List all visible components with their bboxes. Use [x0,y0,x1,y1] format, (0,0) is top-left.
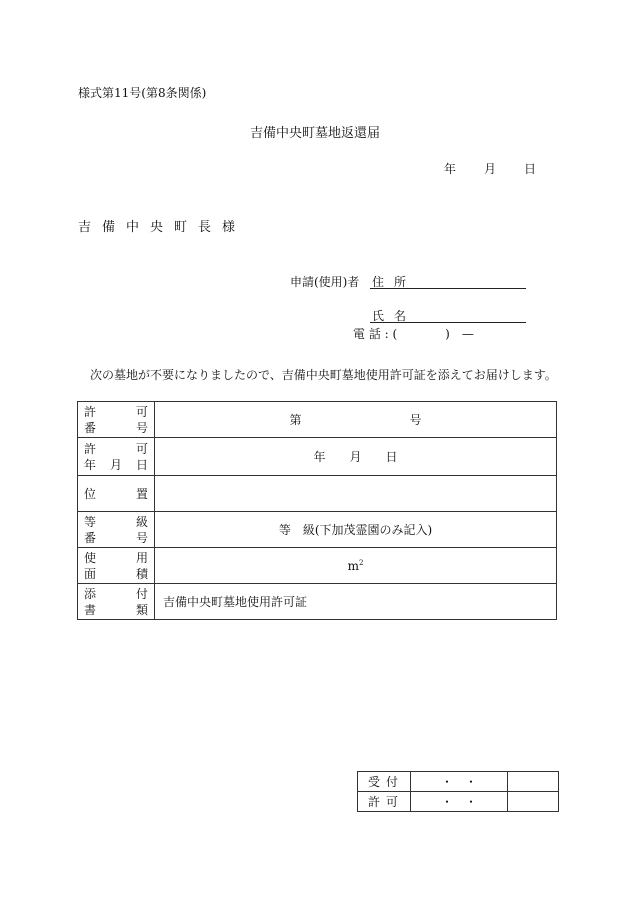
label-line [78,530,154,546]
label-char: 用 [135,550,148,565]
label-char: 付 [135,586,148,601]
stamp-label-char: 許 [368,795,381,809]
label-line [78,485,154,502]
stamp-seal[interactable] [508,772,559,792]
label-char: 級 [135,514,148,529]
label-char: 日 [135,457,148,472]
permit-date-label [78,438,155,476]
stamp-date[interactable] [411,792,508,812]
stamp-seal[interactable] [508,792,559,812]
grade-number-label [78,512,155,548]
label-char: 号 [135,530,148,545]
label-line [78,566,154,582]
label-char: 可 [135,404,148,419]
permit-date-text: 年 月 日 [313,450,398,464]
address-field-line[interactable] [370,288,526,289]
label-line [78,404,154,420]
stamp-date[interactable] [411,772,508,792]
label-char: 書 [84,602,97,617]
table-row-permit-number [78,402,557,438]
stamp-label-char: 付 [385,775,398,789]
label-line [78,514,154,530]
label-char: 等 [84,514,97,529]
label-line [78,602,154,618]
label-char: 年 [84,457,97,472]
attached-documents-value[interactable] [155,584,557,620]
document-title: 吉備中央町墓地返還届 [249,126,380,141]
usage-area-text: m [347,558,359,573]
permit-date-value[interactable] [155,438,557,476]
label-char: 号 [135,420,148,435]
date-line [444,160,536,177]
stamp-label-char: 受 [368,775,381,789]
label-char: 番 [84,420,97,435]
statement-text: 次の墓地が不要になりましたので、吉備中央町墓地使用許可証を添えてお届けします。 [90,368,557,382]
stamp-date-dots: ・ ・ [440,795,477,809]
stamp-label [358,792,411,812]
label-char: 許 [84,441,97,456]
form-number: 様式第11号(第8条関係) [78,86,207,100]
address-label-char1: 住 [372,275,385,289]
label-line [78,441,154,457]
name-field-line[interactable] [370,322,526,323]
phone-field[interactable]: 電 話 : ( ) — [353,327,474,341]
label-char: 類 [135,602,148,617]
date-month: 月 [484,162,497,176]
permit-number-value[interactable] [155,402,557,438]
table-row-location [78,476,557,512]
attached-documents-label [78,584,155,620]
label-char: 添 [84,586,97,601]
date-day: 日 [524,162,537,176]
label-line [78,420,154,436]
stamp-label-char: 可 [385,795,398,809]
name-label-char2: 名 [394,309,407,323]
addressee: 吉備中央町長様 [78,220,247,235]
label-line [78,550,154,566]
table-row-grade-number [78,512,557,548]
label-char: 許 [84,404,97,419]
label-char: 位 [84,487,97,501]
stamp-label-line [358,793,410,810]
table-row-usage-area [78,548,557,584]
label-char: 可 [135,441,148,456]
applicant-label: 申請(使用)者 [290,275,360,289]
stamp-label [358,772,411,792]
details-table [77,401,557,620]
label-char: 番 [84,530,97,545]
grade-number-text: 等 級(下加茂霊園のみ記入) [278,523,433,537]
stamp-label-line [358,773,410,790]
grade-number-value[interactable] [155,512,557,548]
location-value[interactable] [155,476,557,512]
permit-number-label [78,402,155,438]
label-char: 月 [109,457,122,472]
office-stamp-box [357,771,559,812]
superscript: 2 [358,558,364,567]
label-char: 面 [84,566,97,581]
label-char: 使 [84,550,97,565]
label-line [78,457,154,473]
attached-documents-text: 吉備中央町墓地使用許可証 [163,595,308,609]
location-label [78,476,155,512]
address-label-char2: 所 [394,275,407,289]
usage-area-label [78,548,155,584]
label-char: 置 [135,487,148,501]
label-line [78,586,154,602]
stamp-row-received [358,772,559,792]
table-row-attached-documents [78,584,557,620]
permit-number-text: 第 号 [289,413,422,427]
date-year: 年 [444,162,457,176]
label-char: 積 [135,566,148,581]
table-row-permit-date [78,438,557,476]
name-label-char1: 氏 [372,309,385,323]
usage-area-value[interactable] [155,548,557,584]
stamp-date-dots: ・ ・ [440,775,477,789]
stamp-row-permitted [358,792,559,812]
